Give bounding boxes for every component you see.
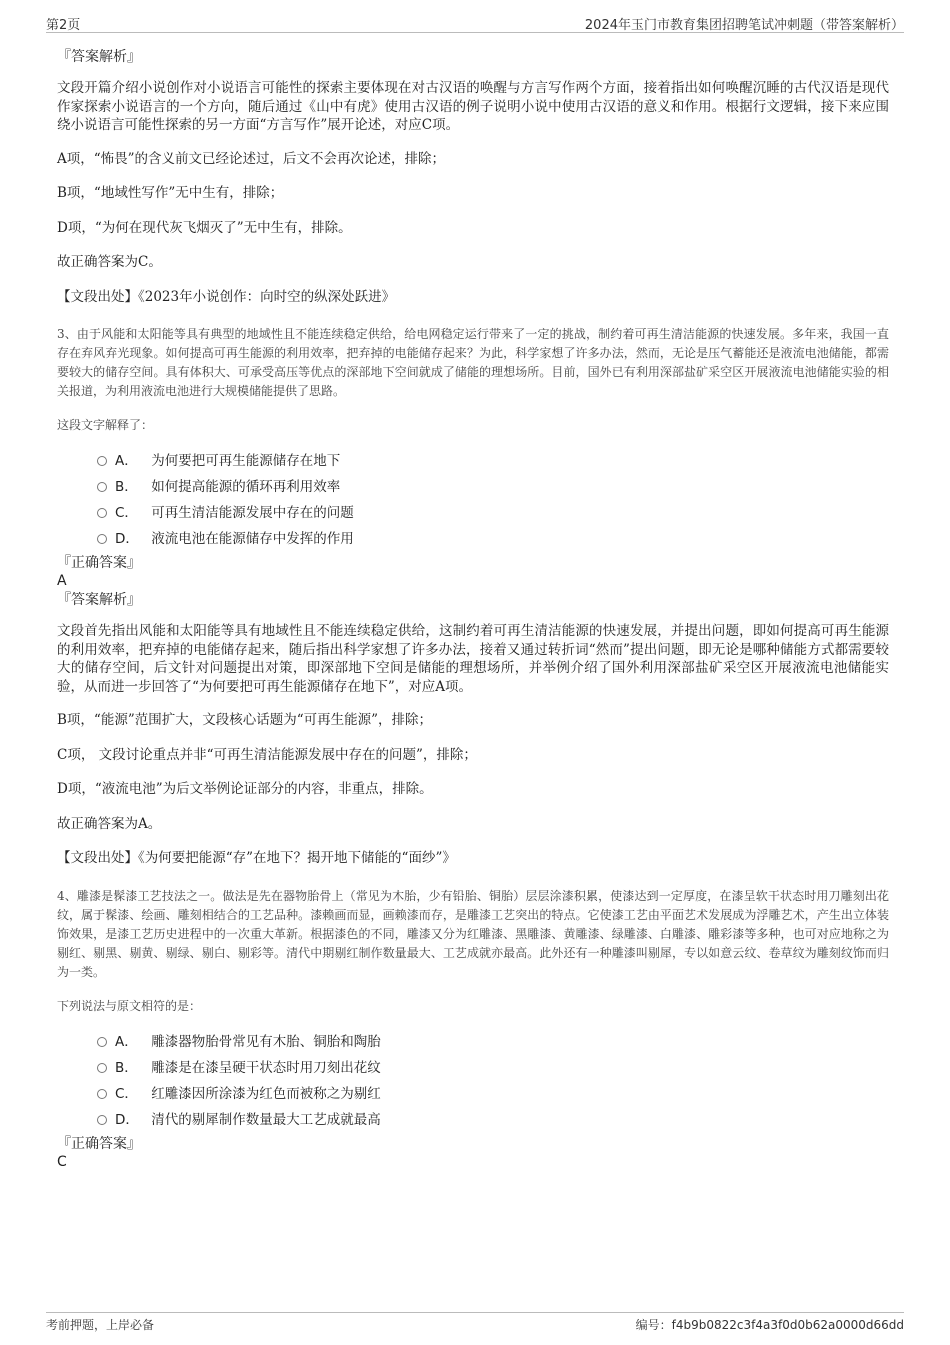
question-3-prompt: 这段文字解释了： [57,418,154,432]
question-4-option-a[interactable] [57,1029,889,1055]
question-4-options [57,1029,889,1133]
analysis-text: 文段开篇介绍小说创作对小说语言可能性的探索主要体现在对古汉语的唤醒与方言写作两个方面，接着指出如何唤醒沉睡的古代汉语是现代作家探索小说语言的一个方向，随后通过《山中有虎》使用古汉语的例子说明小说中使用古汉语的意义和作用。根据行文逻辑，接下来应围绕小说语言可能性探索的另一方面“方言写作”展开论述，对应C项。 [57,80,889,133]
option-letter: A． [115,1033,138,1050]
option-text: 雕漆器物胎骨常见有木胎、铜胎和陶胎 [151,1033,381,1050]
option-text: 如何提高能源的循环再利用效率 [151,479,341,495]
question-4-option-c[interactable] [57,1081,889,1107]
radio-icon[interactable] [97,508,107,518]
option-letter: A． [115,453,138,469]
radio-icon[interactable] [97,1063,107,1073]
radio-icon[interactable] [97,1089,107,1099]
option-text: 为何要把可再生能源储存在地下 [151,453,341,469]
page-footer [46,1312,904,1332]
analysis-heading: 『答案解析』 [57,592,141,608]
radio-icon[interactable] [97,1115,107,1125]
option-letter: B． [115,479,138,495]
question-3-option-d[interactable] [57,526,889,552]
footer-slogan: 考前押题，上岸必备 [46,1318,155,1332]
radio-icon[interactable] [97,1037,107,1047]
option-a-note: A项，“怖畏”的含义前文已经论述过，后文不会再次论述，排除； [57,150,446,167]
source-text: 【文段出处】《2023年小说创作：向时空的纵深处跃进》 [57,288,396,305]
analysis-text: 文段首先指出风能和太阳能等具有地域性且不能连续稳定供给，这制约着可再生清洁能源的快速发展，并提出问题，即如何提高可再生能源的利用效率，把弃掉的电能储存起来，随后指出科学家想了许多办法，接着又通过转折词“然而”提出问题，即无论是哪种储能方式都需要较大的储存空间，后文针对问题提出对策，即深部地下空间是储能的理想场所，并举例介绍了国外利用深部盐矿采空区开展液流电池储能实验，从而进一步回答了“为何要把可再生能源储存在地下”，对应A项。 [57,623,889,695]
radio-icon[interactable] [97,534,107,544]
option-text: 可再生清洁能源发展中存在的问题 [151,505,354,521]
document-body [57,44,889,1170]
source-text: 【文段出处】《为何要把能源“存”在地下？揭开地下储能的“面纱”》 [57,850,456,866]
question-3-options [57,448,889,552]
option-c-note: C项， 文段讨论重点并非“可再生清洁能源发展中存在的问题”，排除； [57,746,477,763]
option-d-note: D项，“为何在现代灰飞烟灭了”无中生有，排除。 [57,219,352,236]
option-text: 雕漆是在漆呈硬干状态时用刀刻出花纹 [151,1059,381,1076]
question-3-option-b[interactable] [57,474,889,500]
option-text: 清代的剔犀制作数量最大工艺成就最高 [151,1111,381,1128]
answer-value: A [57,573,67,589]
conclusion-text: 故正确答案为C。 [57,254,162,270]
question-4-option-d[interactable] [57,1107,889,1133]
option-text: 液流电池在能源储存中发挥的作用 [151,531,354,547]
option-b-note: B项，“地域性写作”无中生有，排除； [57,185,284,201]
question-3-option-c[interactable] [57,500,889,526]
question-4-text: 4、雕漆是髹漆工艺技法之一。做法是先在器物胎骨上（常见为木胎，少有铅胎、铜胎）层层涂漆积累，使漆达到一定厚度，在漆呈软干状态时用刀雕刻出花纹，属于髹漆、绘画、雕刻相结合的工艺品种。漆赖画而显，画赖漆而存，是雕漆工艺突出的特点。它使漆工艺由平面艺术发展成为浮雕艺术，产生出立体装饰效果，是漆工艺历史进程中的一次重大革新。根据漆色的不同，雕漆又分为红雕漆、黑雕漆、黄雕漆、绿雕漆、白雕漆、雕彩漆等多种，也可对应地称之为剔红、剔黑、剔黄、剔绿、剔白、剔彩等。清代中期剔红制作数量最大、工艺成就亦最高。此外还有一种雕漆叫剔犀，专以如意云纹、卷草纹为雕刻纹饰而归为一类。 [57,888,889,979]
analysis-heading: 『答案解析』 [57,49,141,65]
conclusion-text: 故正确答案为A。 [57,815,162,832]
option-letter: D． [115,1111,139,1128]
document-title: 2024年玉门市教育集团招聘笔试冲刺题（带答案解析） [584,18,904,33]
answer-heading: 『正确答案』 [57,1135,141,1152]
radio-icon[interactable] [97,482,107,492]
page-header [46,12,904,33]
option-letter: C． [115,1085,138,1102]
option-d-note: D项，“液流电池”为后文举例论证部分的内容，非重点，排除。 [57,781,433,797]
answer-heading: 『正确答案』 [57,555,141,571]
document-id: 编号：f4b9b0822c3f4a3f0d0b62a0000d66dd [635,1318,904,1332]
option-text: 红雕漆因所涂漆为红色而被称之为剔红 [151,1085,381,1102]
option-b-note: B项，“能源”范围扩大，文段核心话题为“可再生能源”，排除； [57,712,433,728]
option-letter: D． [115,531,139,547]
page-number: 第2页 [46,18,81,33]
option-letter: B． [115,1059,138,1076]
question-3-option-a[interactable] [57,448,889,474]
question-4-prompt: 下列说法与原文相符的是： [57,998,202,1013]
question-4-option-b[interactable] [57,1055,889,1081]
radio-icon[interactable] [97,456,107,466]
question-3-text: 3、由于风能和太阳能等具有典型的地域性且不能连续稳定供给，给电网稳定运行带来了一定的挑战，制约着可再生清洁能源的快速发展。多年来，我国一直存在弃风弃光现象。如何提高可再生能源的利用效率，把弃掉的电能储存起来？为此，科学家想了许多办法，然而，无论是压气蓄能还是液流电池储能，都需要较大的储存空间。具有体积大、可承受高压等优点的深部地下空间就成了储能的理想场所。目前，国外已有利用深部盐矿采空区开展液流电池储能实验的相关报道，为利用液流电池进行大规模储能提供了思路。 [57,327,889,398]
answer-value: C [57,1153,67,1170]
option-letter: C． [115,505,138,521]
